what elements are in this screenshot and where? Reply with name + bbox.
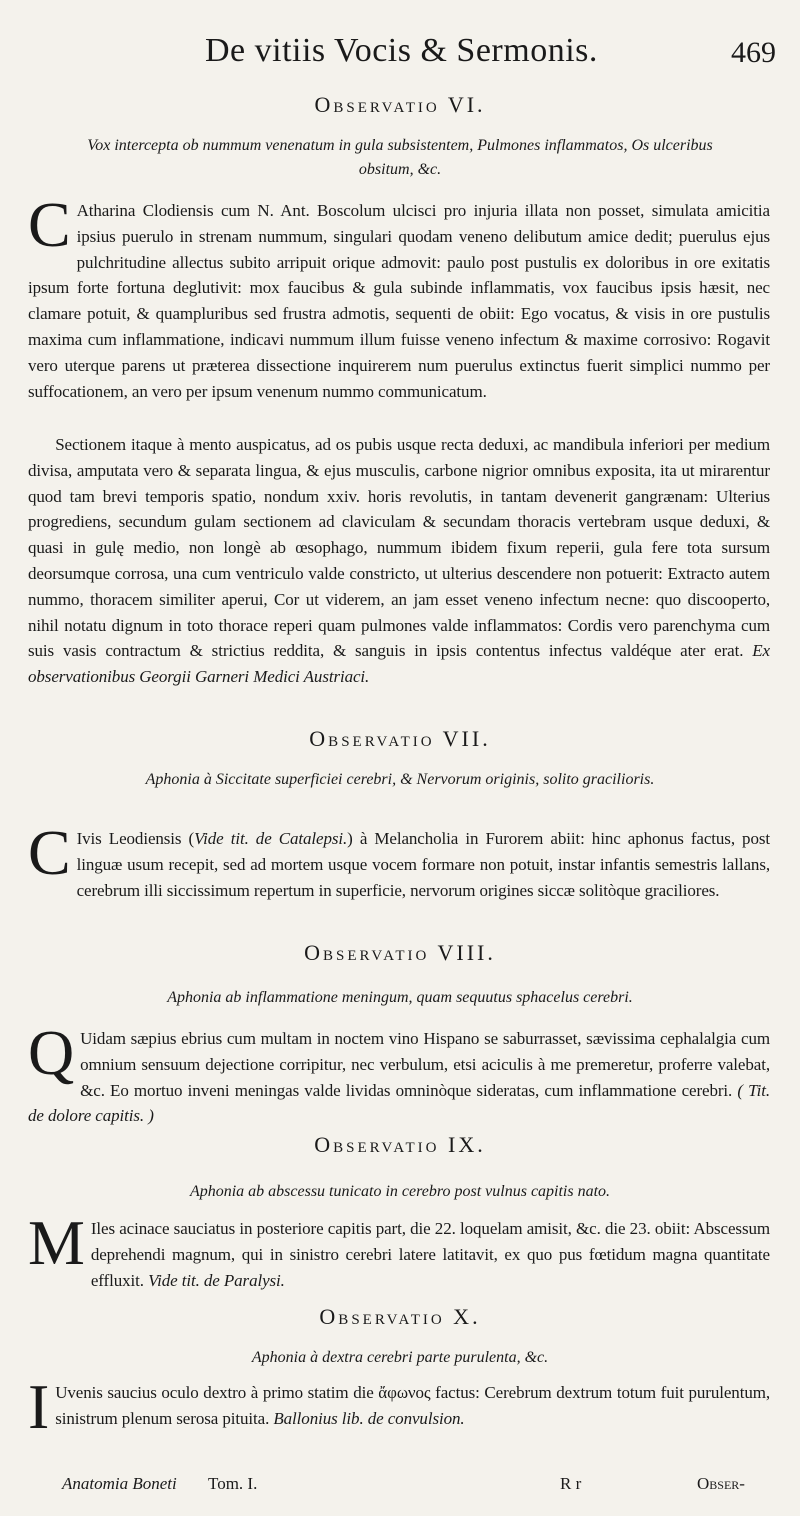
book-author: Anatomia Boneti bbox=[62, 1474, 177, 1493]
source-reference: Ex observationibus Georgii Garneri Medici Austriaci. bbox=[28, 641, 770, 687]
observatio-9-paragraph-1 bbox=[28, 1207, 770, 1293]
observatio-6-title: Observatio VI. bbox=[314, 92, 486, 117]
paragraph-text: Iles acinace sauciatus in posteriore capitis part, die 22. loquelam amisit, &c. die 23. obiit: Abscessum deprehendi magnum, qui in sinistro cerebri latere latitavit, ex quo pus fœtidum magna quantitate effluxit. bbox=[90, 1219, 770, 1290]
page-number: 469 bbox=[731, 36, 776, 69]
observatio-7-title: Observatio VII. bbox=[309, 726, 491, 751]
observatio-6-paragraph-2 bbox=[28, 432, 770, 690]
paragraph-text: Ivis Leodiensis ( bbox=[76, 829, 195, 848]
paragraph-text: Uvenis saucius oculo dextro à primo statim die ἄφωνος factus: Cerebrum dextrum totum fuit purulentum, sinistrum plenum serosa pituita. bbox=[55, 1383, 770, 1428]
volume-number: Tom. I. bbox=[208, 1474, 258, 1493]
observatio-8-paragraph-1 bbox=[28, 1017, 770, 1129]
drop-cap: M bbox=[28, 1207, 85, 1278]
observatio-10-subtitle: Aphonia à dextra cerebri parte purulenta, &c. bbox=[251, 1349, 549, 1366]
observatio-10-paragraph-1 bbox=[28, 1371, 770, 1442]
running-head-title: De vitiis Vocis & Sermonis. bbox=[205, 32, 598, 69]
observatio-9-subtitle: Aphonia ab abscessu tunicato in cerebro post vulnus capitis nato. bbox=[189, 1183, 611, 1200]
catchline bbox=[0, 1474, 800, 1500]
paragraph-text: Sectionem itaque à mento auspicatus, ad os pubis usque recta deduxi, ac mandibula inferiori per medium divisa, amputata vero & separata lingua, & ejus musculis, carbone nigrior omnibus exposita, ita ut mirarentur quod tam brevi temporis spatio, nondum xxiv. horis revolutis, in tantam devenerit gangrænam: Ulterius progrediens, secundum gulam sectionem ad claviculam & secundam thoracis vertebram usque deduxi, & quasi in gulę medio, non longè ab œsophago, nummum ibidem fixum reperii, gula fere tota sursum deorsumque corrosa, una cum ventriculo valde constricto, ut ulterius descendere non potuerit: Extracto autem nummo, thoracem similiter aperui, Cor ut viderem, an jam esset veneno infectum necne: quo discooperto, nihil notatu dignum in toto thorace reperi quam pulmones valde inflammatos: Cordis vero parenchyma cum suis vasis contractum & strictius reddita, & sanguis in ipsis contentus infectus valdéque ater erat. bbox=[28, 435, 770, 661]
source-reference: ( Tit. de dolore capitis. ) bbox=[28, 1080, 770, 1126]
paragraph-text: ) à Melancholia in Furorem abiit: hinc aphonus factus, post linguæ usum recepit, sed ad mortem usque vocem formare non potuit, instar infantis semestris lallans, cerebrum illi siccissimum repertum in superficie, nervorum origines siccæ solitòque graciliores. bbox=[76, 829, 770, 900]
signature-mark: R r bbox=[560, 1474, 582, 1493]
inline-reference: Vide tit. de Catalepsi. bbox=[194, 829, 348, 848]
drop-cap: C bbox=[28, 817, 71, 888]
source-reference: Ballonius lib. de convulsion. bbox=[273, 1408, 465, 1428]
source-reference: Vide tit. de Paralysi. bbox=[148, 1270, 285, 1290]
observatio-7-subtitle: Aphonia à Siccitate superficiei cerebri, & Nervorum originis, solito gracilioris. bbox=[145, 771, 655, 788]
observatio-8-title: Observatio VIII. bbox=[304, 940, 496, 965]
observatio-9-title: Observatio IX. bbox=[314, 1132, 486, 1157]
running-head bbox=[0, 28, 800, 78]
observatio-8-subtitle: Aphonia ab inflammatione meningum, quam sequutus sphacelus cerebri. bbox=[167, 989, 633, 1006]
drop-cap: C bbox=[28, 189, 71, 260]
observatio-6-paragraph-1 bbox=[28, 189, 770, 404]
drop-cap: I bbox=[28, 1371, 50, 1442]
observatio-7-paragraph-1 bbox=[28, 817, 770, 903]
paragraph-text: Atharina Clodiensis cum N. Ant. Boscolum ulcisci pro injuria illata non posset, simulata amicitia ipsius puerulo in strenam nummum, singulari quodam veneno delibutum amice dedit; puerulus ejus pulchritudine allectus subito arripuit orique admovit: paulo post pustulis ex doloribus in ore exitatis ipsum forte fortuna deglutivit: mox faucibus & gula subinde inflammatis, vox faucibus ipsis hæsit, nec clamare potuit, & quampluribus sed frustra admotis, sequenti de obiit: Ego vocatus, & visis in ore pustulis maxima cum inflammatione, indicavi nummum illum fuisse veneno infectum & maxime corrosivo: Rogavit vero uterque parens ut præterea dissectione inquirerem num puerulus extinctus fuerit simplici nummo per suffocationem, an vero per ipsum venenum nummo communicatum. bbox=[28, 201, 770, 401]
paragraph-text: Uidam sæpius ebrius cum multam in noctem vino Hispano se saburrasset, sævissima cephalalgia cum omnium sensuum dejectione corripitur, nec verbulum, etsi aciculis à me premeretur, proferre valebat, &c. Eo mortuo inveni meningas valde lividas omninòque sideratas, cum inflammatione cerebri. bbox=[80, 1029, 770, 1100]
drop-cap: Q bbox=[28, 1017, 75, 1088]
catchword: Obser- bbox=[697, 1474, 745, 1493]
observatio-6-subtitle: Vox intercepta ob nummum venenatum in gula subsistentem, Pulmones inflammatos, Os ulceribus obsitum, &c. bbox=[87, 137, 713, 178]
observatio-10-title: Observatio X. bbox=[319, 1304, 481, 1329]
